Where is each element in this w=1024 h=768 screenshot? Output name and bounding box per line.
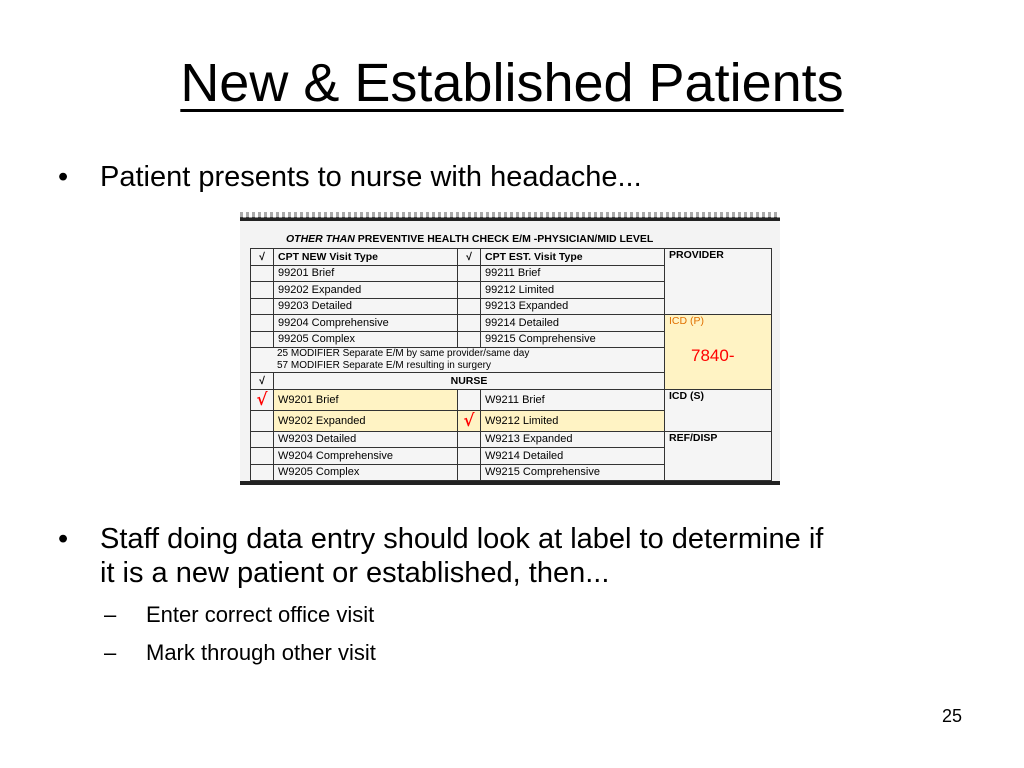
check-box[interactable] — [251, 410, 274, 431]
check-box[interactable] — [251, 282, 274, 299]
nurse-new-item: W9204 Comprehensive — [274, 448, 458, 465]
form-header-italic: OTHER THAN — [286, 233, 355, 245]
modifier-57: 57 MODIFIER Separate E/M resulting in surgery — [277, 360, 491, 371]
check-box[interactable] — [251, 331, 274, 348]
check-box[interactable] — [458, 331, 481, 348]
cpt-new-header: CPT NEW Visit Type — [274, 249, 458, 266]
cpt-est-item: 99212 Limited — [481, 282, 665, 299]
check-box[interactable] — [251, 265, 274, 282]
check-box-marked[interactable] — [458, 410, 481, 431]
cpt-new-item: 99202 Expanded — [274, 282, 458, 299]
bullet-marker: • — [58, 523, 69, 555]
check-box[interactable] — [251, 298, 274, 315]
nurse-est-item: W9214 Detailed — [481, 448, 665, 465]
bullet-2-line-2: it is a new patient or established, then... — [100, 557, 610, 589]
table-row — [251, 431, 772, 448]
table-header-row — [251, 249, 772, 266]
nurse-header: NURSE — [274, 373, 665, 390]
cpt-est-item: 99211 Brief — [481, 265, 665, 282]
check-box[interactable] — [251, 448, 274, 465]
check-box[interactable] — [458, 389, 481, 410]
nurse-new-item: W9203 Detailed — [274, 431, 458, 448]
provider-cell: PROVIDER — [665, 249, 772, 315]
nurse-new-item: W9201 Brief — [274, 389, 458, 410]
nurse-est-item: W9212 Limited — [481, 410, 665, 431]
cpt-est-header: CPT EST. Visit Type — [481, 249, 665, 266]
bullet-marker: • — [58, 161, 69, 193]
cpt-new-item: 99203 Detailed — [274, 298, 458, 315]
ref-disp-cell: REF/DISP — [665, 431, 772, 481]
check-mark-icon: √ — [256, 389, 268, 410]
nurse-est-item: W9215 Comprehensive — [481, 464, 665, 481]
check-box[interactable] — [458, 265, 481, 282]
check-mark-icon: √ — [463, 410, 475, 431]
check-box[interactable] — [251, 464, 274, 481]
scan-artifact — [240, 212, 780, 218]
cpt-new-item: 99201 Brief — [274, 265, 458, 282]
sub-bullet-1-text: Enter correct office visit — [146, 602, 375, 627]
cpt-est-item: 99213 Expanded — [481, 298, 665, 315]
icd-primary-value: 7840- — [691, 346, 735, 365]
bullet-2-line-1: Staff doing data entry should look at label to determine if — [100, 523, 824, 555]
check-header: √ — [251, 249, 274, 266]
nurse-new-item: W9205 Complex — [274, 464, 458, 481]
check-box[interactable] — [251, 431, 274, 448]
check-box[interactable] — [251, 315, 274, 332]
cpt-est-item: 99214 Detailed — [481, 315, 665, 332]
check-box[interactable] — [458, 315, 481, 332]
dash-marker: – — [104, 640, 117, 665]
dash-marker: – — [104, 602, 117, 627]
cpt-new-item: 99204 Comprehensive — [274, 315, 458, 332]
check-header: √ — [458, 249, 481, 266]
slide-title: New & Established Patients — [180, 53, 844, 113]
check-header: √ — [251, 373, 274, 390]
cpt-est-item: 99215 Comprehensive — [481, 331, 665, 348]
check-box[interactable] — [458, 448, 481, 465]
nurse-est-item: W9211 Brief — [481, 389, 665, 410]
check-box-marked[interactable] — [251, 389, 274, 410]
modifier-text — [251, 348, 665, 373]
table-row — [251, 315, 772, 332]
icd-secondary-cell: ICD (S) — [665, 389, 772, 431]
sub-bullet-2-text: Mark through other visit — [146, 640, 376, 665]
form-header — [286, 233, 653, 245]
check-box[interactable] — [458, 282, 481, 299]
modifier-25: 25 MODIFIER Separate E/M by same provider/same day — [277, 348, 530, 359]
encounter-form-image — [240, 217, 780, 485]
slide-number: 25 — [941, 706, 962, 726]
bullet-1-text: Patient presents to nurse with headache... — [100, 161, 642, 193]
form-header-rest: PREVENTIVE HEALTH CHECK E/M -PHYSICIAN/MID LEVEL — [354, 233, 654, 245]
table-row — [251, 389, 772, 410]
check-box[interactable] — [458, 431, 481, 448]
icd-primary-label: ICD (P) — [669, 315, 704, 327]
check-box[interactable] — [458, 464, 481, 481]
check-box[interactable] — [458, 298, 481, 315]
cpt-new-item: 99205 Complex — [274, 331, 458, 348]
nurse-new-item: W9202 Expanded — [274, 410, 458, 431]
nurse-est-item: W9213 Expanded — [481, 431, 665, 448]
